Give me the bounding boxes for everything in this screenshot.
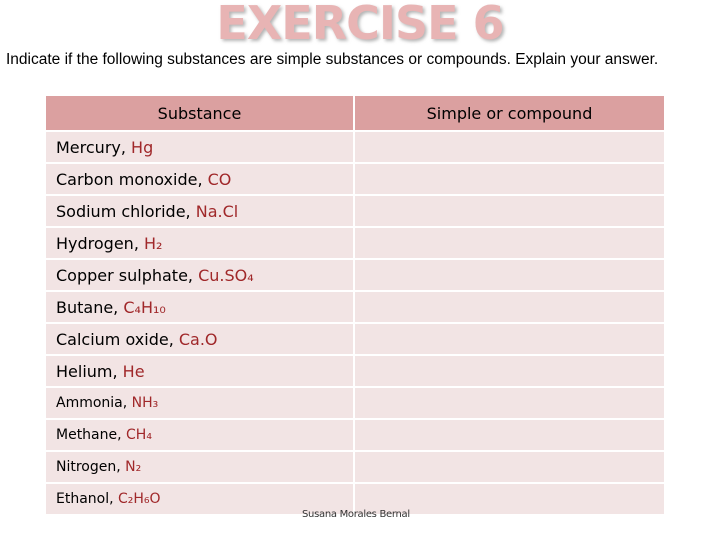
substance-cell <box>45 227 354 259</box>
substance-formula: C₄H₁₀ <box>123 297 166 317</box>
instruction-text: Indicate if the following substances are simple substances or compounds. Explain your answer. <box>6 51 659 68</box>
substance-name: Calcium oxide, <box>56 329 179 349</box>
substance-cell <box>45 195 354 227</box>
answer-cell[interactable] <box>354 131 665 163</box>
substance-formula: CH₄ <box>126 427 152 443</box>
substance-name: Sodium chloride, <box>56 201 196 221</box>
substance-table <box>44 94 666 516</box>
table-row <box>45 131 665 163</box>
substance-name: Butane, <box>56 297 124 317</box>
substance-name: Mercury, <box>56 137 132 157</box>
header-substance: Substance <box>45 95 354 131</box>
substance-name: Nitrogen, <box>56 459 126 475</box>
author-footer: Susana Morales Bernal <box>302 509 410 520</box>
answer-cell[interactable] <box>354 195 665 227</box>
table-row <box>45 195 665 227</box>
substance-formula: He <box>122 361 145 381</box>
substance-cell <box>45 323 354 355</box>
substance-formula: H₂ <box>143 233 163 253</box>
table-row <box>45 259 665 291</box>
answer-cell[interactable] <box>354 387 665 419</box>
answer-cell[interactable] <box>354 163 665 195</box>
substance-formula: Cu.SO₄ <box>198 265 254 285</box>
answer-cell[interactable] <box>354 291 665 323</box>
answer-cell[interactable] <box>354 419 665 451</box>
substance-cell <box>45 419 354 451</box>
substance-cell <box>45 387 354 419</box>
answer-cell[interactable] <box>354 323 665 355</box>
substance-cell <box>45 163 354 195</box>
substance-cell <box>45 131 354 163</box>
substance-name: Hydrogen, <box>56 233 144 253</box>
answer-cell[interactable] <box>354 355 665 387</box>
substance-name: Copper sulphate, <box>56 265 199 285</box>
header-simple-or-compound: Simple or compound <box>354 95 665 131</box>
substance-formula: Na.Cl <box>195 201 239 221</box>
substance-formula: Ca.O <box>178 329 218 349</box>
page-title: EXERCISE 6 <box>216 0 504 50</box>
substance-formula: NH₃ <box>131 395 159 411</box>
substance-cell <box>45 451 354 483</box>
substance-cell <box>45 259 354 291</box>
table-row <box>45 451 665 483</box>
substance-formula: Hg <box>131 137 154 157</box>
table-row <box>45 227 665 259</box>
substance-name: Helium, <box>56 361 123 381</box>
substance-name: Ethanol, <box>56 491 119 507</box>
answer-cell[interactable] <box>354 227 665 259</box>
table-row <box>45 387 665 419</box>
substance-cell <box>45 291 354 323</box>
table-row <box>45 419 665 451</box>
substance-name: Methane, <box>56 427 127 443</box>
substance-cell <box>45 355 354 387</box>
answer-cell[interactable] <box>354 451 665 483</box>
table-row <box>45 323 665 355</box>
substance-formula: N₂ <box>125 459 142 475</box>
answer-cell[interactable] <box>354 259 665 291</box>
substance-formula: CO <box>207 169 232 189</box>
table-header-row <box>45 95 665 131</box>
substance-name: Ammonia, <box>56 395 132 411</box>
substance-formula: C₂H₆O <box>118 491 161 507</box>
substance-name: Carbon monoxide, <box>56 169 208 189</box>
table-row <box>45 163 665 195</box>
table-row <box>45 355 665 387</box>
table-row <box>45 291 665 323</box>
